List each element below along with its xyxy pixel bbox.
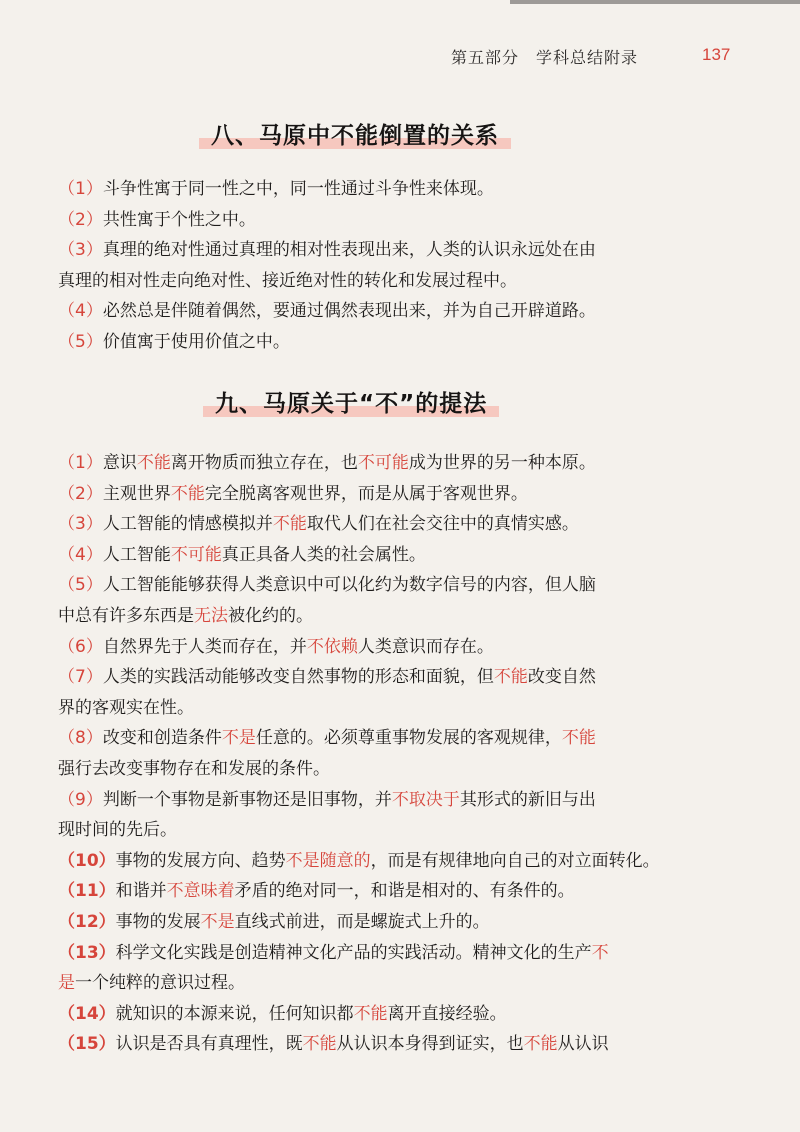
emphasis-text: 不能 — [493, 667, 528, 688]
list-item — [58, 938, 718, 969]
list-item-continuation — [58, 601, 718, 632]
item-number: （3） — [58, 514, 103, 535]
item-text: 就知识的本源来说，任何知识都 — [115, 1003, 354, 1024]
emphasis-text: 不 — [591, 942, 609, 963]
item-text: 人工智能 — [102, 544, 171, 565]
list-item — [58, 327, 718, 358]
item-number: （1） — [58, 179, 103, 199]
emphasis-text: 不可能 — [357, 453, 409, 473]
item-text: 任意的。必须尊重事物发展的客观规律， — [255, 728, 562, 749]
item-text: 离开物质而独立存在，也 — [170, 453, 358, 473]
item-number: （2） — [58, 209, 103, 230]
item-number: （15） — [58, 1034, 116, 1055]
item-text: 真理的相对性走向绝对性、接近绝对性的转化和发展过程中。 — [58, 270, 517, 291]
item-text: 事物的发展方向、趋势 — [115, 850, 286, 871]
item-text: 人工智能能够获得人类意识中可以化约为数字信号的内容，但人脑 — [102, 575, 596, 596]
item-text: 共性寓于个性之中。 — [102, 209, 256, 230]
item-text: 从认识 — [557, 1034, 609, 1055]
list-item — [58, 235, 718, 266]
emphasis-text: 无法 — [194, 605, 228, 626]
item-text: 意识 — [102, 453, 137, 473]
list-item-continuation — [58, 266, 718, 297]
item-number: （14） — [58, 1003, 116, 1024]
item-number: （5） — [58, 331, 103, 352]
item-number: （5） — [58, 575, 103, 596]
item-text: 离开直接经验。 — [387, 1003, 507, 1024]
page-number: 137 — [702, 45, 731, 64]
item-text: 中总有许多东西是 — [58, 605, 194, 626]
list-item — [58, 540, 718, 571]
item-text: 价值寓于使用价值之中。 — [102, 331, 290, 352]
item-text: 认识是否具有真理性，既 — [115, 1034, 303, 1055]
emphasis-text: 不能 — [523, 1034, 558, 1055]
item-number: （7） — [58, 667, 103, 688]
item-number: （3） — [58, 240, 103, 261]
list-item-continuation — [58, 815, 718, 846]
list-item — [58, 205, 718, 236]
list-item — [58, 479, 718, 510]
item-text: 取代人们在社会交往中的真情实感。 — [306, 514, 579, 535]
emphasis-text: 不能 — [272, 514, 307, 535]
list-item — [58, 785, 718, 816]
emphasis-text: 不能 — [561, 728, 596, 749]
list-item — [58, 509, 718, 540]
list-item — [58, 296, 718, 327]
item-text: 现时间的先后。 — [58, 820, 177, 841]
emphasis-text: 不可能 — [170, 544, 222, 565]
item-number: （10） — [58, 850, 116, 871]
item-text: 斗争性寓于同一性之中，同一性通过斗争性来体现。 — [102, 179, 494, 199]
item-text: 和谐并 — [115, 881, 167, 902]
list-item-continuation — [58, 693, 718, 724]
emphasis-text: 不能 — [136, 453, 171, 473]
list-item — [58, 1029, 718, 1060]
list-item-continuation — [58, 968, 718, 999]
item-text: 被化约的。 — [228, 605, 313, 626]
emphasis-text: 不意味着 — [166, 881, 235, 902]
item-text: 真理的绝对性通过真理的相对性表现出来，人类的认识永远处在由 — [102, 240, 596, 261]
list-item — [58, 876, 718, 907]
item-text: 主观世界 — [102, 483, 171, 504]
list-item-continuation — [58, 754, 718, 785]
item-text: 判断一个事物是新事物还是旧事物，并 — [102, 789, 392, 810]
emphasis-text: 不是 — [200, 911, 235, 932]
item-text: 事物的发展 — [115, 911, 201, 932]
item-text: 一个纯粹的意识过程。 — [75, 973, 245, 994]
emphasis-text: 不能 — [302, 1034, 337, 1055]
item-text: 改变自然 — [527, 667, 596, 688]
emphasis-text: 不依赖 — [306, 636, 358, 657]
item-number: （13） — [58, 942, 116, 963]
item-text: 强行去改变事物存在和发展的条件。 — [58, 758, 330, 779]
item-number: （2） — [58, 483, 103, 504]
emphasis-text: 不能 — [353, 1003, 388, 1024]
section-9-heading — [215, 385, 487, 418]
item-text: 矛盾的绝对同一，和谐是相对的、有条件的。 — [234, 881, 575, 902]
item-text: 人类意识而存在。 — [357, 636, 494, 657]
list-item — [58, 662, 718, 693]
item-text: 真正具备人类的社会属性。 — [221, 544, 426, 565]
item-number: （4） — [58, 301, 103, 322]
item-text: 直线式前进，而是螺旋式上升的。 — [234, 911, 490, 932]
item-number: （6） — [58, 636, 103, 657]
list-item — [58, 846, 718, 877]
section-9-title: 九、马原关于“不”的提法 — [215, 391, 488, 417]
item-text: 界的客观实在性。 — [58, 697, 194, 718]
section-9-list — [58, 448, 718, 1060]
item-number: （11） — [58, 881, 116, 902]
section-8-title: 八、马原中不能倒置的关系 — [211, 123, 499, 149]
item-text: 完全脱离客观世界，而是从属于客观世界。 — [204, 483, 528, 504]
item-text: 科学文化实践是创造精神文化产品的实践活动。精神文化的生产 — [115, 942, 592, 963]
list-item — [58, 632, 718, 663]
section-8-list — [58, 174, 718, 358]
section-8-heading — [211, 117, 499, 150]
item-number: （4） — [58, 544, 103, 565]
item-text: 人工智能的情感模拟并 — [102, 514, 273, 535]
emphasis-text: 不是随意的 — [285, 850, 371, 871]
list-item — [58, 907, 718, 938]
item-text: 自然界先于人类而存在，并 — [102, 636, 307, 657]
item-number: （1） — [58, 453, 103, 473]
emphasis-text: 不是 — [221, 728, 256, 749]
emphasis-text: 不能 — [170, 483, 205, 504]
list-item — [58, 999, 718, 1030]
list-item — [58, 448, 718, 479]
emphasis-text: 是 — [58, 973, 75, 994]
item-number: （8） — [58, 728, 103, 749]
item-text: 成为世界的另一种本原。 — [408, 453, 596, 473]
item-text: 其形式的新旧与出 — [459, 789, 596, 810]
item-number: （12） — [58, 911, 116, 932]
running-head: 第五部分 学科总结附录 — [451, 48, 639, 67]
list-item — [58, 174, 718, 205]
item-text: 改变和创造条件 — [102, 728, 222, 749]
top-rule — [510, 0, 800, 4]
list-item — [58, 570, 718, 601]
item-text: ，而是有规律地向自己的对立面转化。 — [370, 850, 660, 871]
item-number: （9） — [58, 789, 103, 810]
item-text: 人类的实践活动能够改变自然事物的形态和面貌，但 — [102, 667, 494, 688]
item-text: 从认识本身得到证实，也 — [336, 1034, 524, 1055]
list-item — [58, 723, 718, 754]
item-text: 必然总是伴随着偶然，要通过偶然表现出来，并为自己开辟道路。 — [102, 301, 596, 322]
emphasis-text: 不取决于 — [391, 789, 460, 810]
